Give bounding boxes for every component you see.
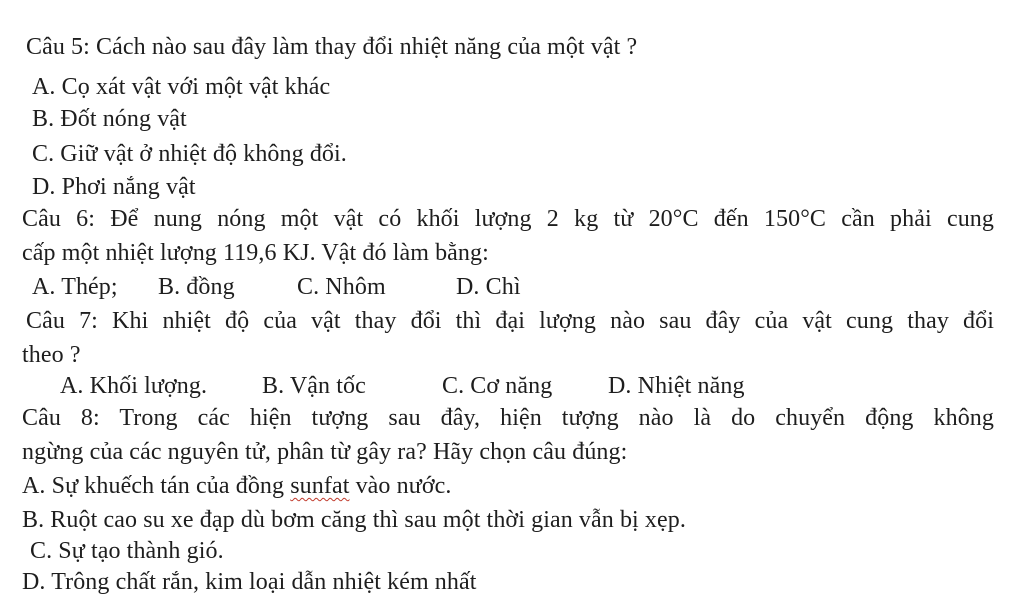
q7-option-c: C. Cơ năng — [442, 373, 553, 399]
q6-question-line1: Câu 6: Để nung nóng một vật có khối lượng 2 kg từ 20°C đến 150°C cần phải cung — [22, 206, 994, 232]
q8-option-c: C. Sự tạo thành gió. — [30, 538, 224, 564]
q8-question-line2: ngừng của các nguyên tử, phân từ gây ra? Hãy chọn câu đúng: — [22, 439, 628, 465]
q5-option-a: A. Cọ xát vật với một vật khác — [32, 74, 331, 100]
q7-question-line2: theo ? — [22, 342, 81, 368]
q7-options — [0, 371, 1024, 401]
q8-option-d: D. Trông chất rắn, kim loại dẫn nhiệt kém nhất — [22, 569, 477, 595]
q6-options — [0, 272, 1024, 302]
q6-question-line2: cấp một nhiệt lượng 119,6 KJ. Vật đó làm bằng: — [22, 240, 489, 266]
q7-option-b: B. Vận tốc — [262, 373, 366, 399]
q7-option-d: D. Nhiệt năng — [608, 373, 745, 399]
q5-question: Câu 5: Cách nào sau đây làm thay đổi nhiệt năng của một vật ? — [26, 34, 638, 60]
q5-option-b: B. Đốt nóng vật — [32, 106, 187, 132]
q6-option-c: C. Nhôm — [297, 274, 386, 300]
q6-option-a: A. Thép; — [32, 274, 118, 300]
q5-option-c: C. Giữ vật ở nhiệt độ không đổi. — [32, 141, 347, 167]
q7-question-line1: Câu 7: Khi nhiệt độ của vật thay đổi thì đại lượng nào sau đây của vật cung thay đổi — [26, 308, 994, 334]
q5-option-d: D. Phơi nắng vật — [32, 174, 196, 200]
q6-option-b: B. đồng — [158, 274, 235, 300]
spellcheck-flagged-word: sunfat — [290, 473, 350, 499]
q8-question-line1: Câu 8: Trong các hiện tượng sau đây, hiện tượng nào là do chuyển động không — [22, 405, 994, 431]
q8-option-a-text-end: vào nước. — [349, 473, 452, 499]
q8-option-b: B. Ruột cao su xe đạp dù bơm căng thì sau một thời gian vẫn bị xẹp. — [22, 507, 686, 533]
q7-option-a: A. Khối lượng. — [60, 373, 208, 399]
q8-option-a — [22, 471, 452, 501]
q8-option-a-text-start: A. Sự khuếch tán của đồng — [22, 473, 291, 499]
q6-option-d: D. Chì — [456, 274, 521, 300]
